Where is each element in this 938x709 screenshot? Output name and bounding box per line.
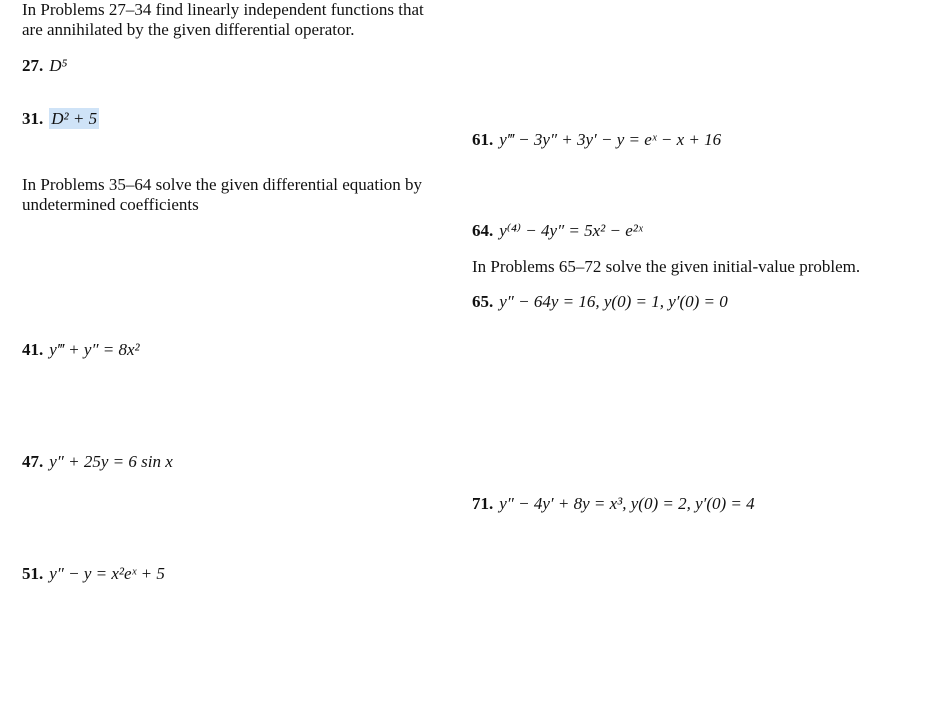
instructions-35-64: [22, 175, 422, 215]
problem-expression: y″ + 25y = 6 sin x: [49, 452, 173, 471]
problem-number: 64.: [472, 221, 494, 240]
problem-number: 61.: [472, 130, 494, 149]
problem-expression: y‴ + y″ = 8x²: [49, 340, 140, 359]
problem-64: [472, 221, 643, 241]
problem-number: 41.: [22, 340, 44, 359]
problem-number: 71.: [472, 494, 494, 513]
instructions-65-72: [472, 257, 860, 277]
problem-expression-highlighted: D² + 5: [51, 109, 98, 128]
problem-number: 31.: [22, 109, 44, 128]
problem-expression: y⁽⁴⁾ − 4y″ = 5x² − e²ˣ: [499, 221, 643, 240]
problem-71: [472, 494, 755, 514]
problem-number: 51.: [22, 564, 44, 583]
problem-expression: y″ − y = x²eˣ + 5: [49, 564, 165, 583]
problem-65: [472, 292, 728, 312]
problem-31: [22, 109, 99, 129]
problem-27: [22, 56, 67, 76]
problem-expression: y″ − 64y = 16, y(0) = 1, y′(0) = 0: [499, 292, 728, 311]
problem-number: 65.: [472, 292, 494, 311]
instructions-line: In Problems 65–72 solve the given initial-value problem.: [472, 257, 861, 276]
instructions-line: undetermined coefficients: [22, 195, 199, 214]
problem-expression: y″ − 4y′ + 8y = x³, y(0) = 2, y′(0) = 4: [499, 494, 755, 513]
instructions-line: are annihilated by the given differential operator.: [22, 20, 355, 39]
problem-51: [22, 564, 165, 584]
problem-47: [22, 452, 173, 472]
problem-number: 27.: [22, 56, 44, 75]
problem-number: 47.: [22, 452, 44, 471]
problem-expression: D⁵: [49, 56, 68, 75]
problem-61: [472, 130, 721, 150]
instructions-line: In Problems 35–64 solve the given differential equation by: [22, 175, 423, 194]
instructions-27-34: [22, 0, 424, 40]
problem-41: [22, 340, 140, 360]
problem-expression: y‴ − 3y″ + 3y′ − y = eˣ − x + 16: [499, 130, 722, 149]
instructions-line: In Problems 27–34 find linearly independent functions that: [22, 0, 424, 19]
